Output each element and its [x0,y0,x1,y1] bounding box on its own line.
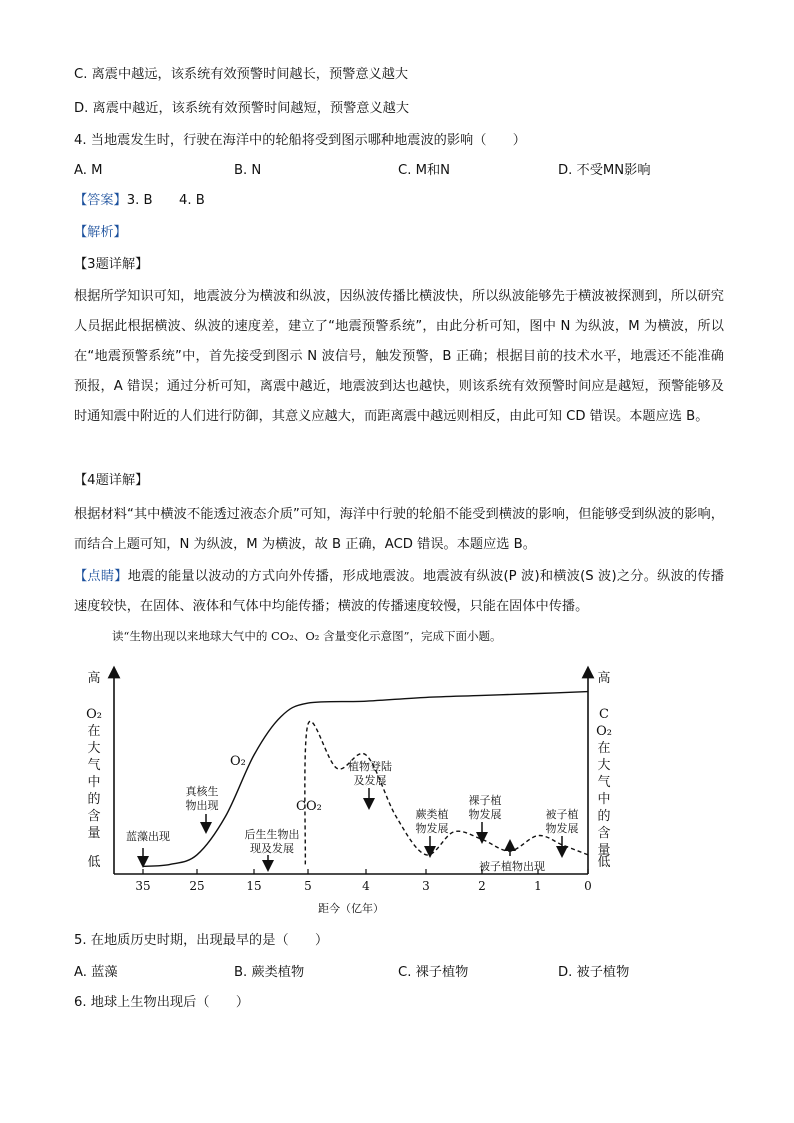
answer-label: 【答案】 [74,193,127,208]
q6-stem: 6. 地球上生物出现后（ ） [74,995,250,1010]
annotation-zhiwu [348,759,392,804]
answer-text: 3. B 4. B [126,193,205,208]
right-axis-low: 低 [597,855,611,870]
q5-option-b: B. 蕨类植物 [234,965,305,980]
x-tick-label-35: 35 [135,879,151,893]
dianjing-text: 地震的能量以波动的方式向外传播，形成地震波。地震波有纵波(P 波)和横波(S 波)之分。纵波的传播速度较快，在固体、液体和气体中均能传播；横波的传播速度较慢，只能在固体中传播。 [74,569,725,614]
dianjing-label: 【点睛】 [74,569,128,584]
q5-stem: 5. 在地质历史时期，出现最早的是（ ） [74,933,329,948]
o2-series-label: O₂ [230,754,246,769]
annotation-lanzao [126,829,170,862]
annotation-zhiwu-text-1: 植物登陆 [348,760,392,773]
atmosphere-chart [80,662,620,918]
q5-option-d: D. 被子植物 [558,965,630,980]
x-tick-label-15: 15 [246,879,262,893]
dianjing-paragraph [74,562,724,622]
annotation-housheng-text-1: 后生生物出 [244,828,300,841]
x-axis-label: 距今（亿年） [318,902,384,915]
co2-series-label: CO₂ [296,799,322,814]
q5-option-a: A. 蓝藻 [74,965,118,980]
annotation-zhenhe-text-2: 物出现 [185,799,219,812]
x-tick-label-25: 25 [189,879,205,893]
x-tick-label-0: 0 [584,879,592,893]
q4-option-d: D. 不受MN影响 [558,163,651,178]
x-tick-label-1: 1 [534,879,542,893]
annotation-luozi-text-2: 物发展 [468,808,502,821]
left-axis-low: 低 [87,855,101,870]
q4-option-a: A. M [74,163,103,178]
annotation-beizi-up-text-2: 物发展 [545,822,579,835]
x-tick-label-3: 3 [422,879,430,893]
co2-series-line [305,721,588,864]
annotation-jue-text-2: 物发展 [415,822,449,835]
detail3-text: 根据所学知识可知，地震波分为横波和纵波，因纵波传播比横波快，所以纵波能够先于横波被探测到，所以研究人员据此根据横波、纵波的速度差，建立了“地震预警系统”，由此分析可知，图中 N 为纵波，M 为横波，所以在“地震预警系统”中，首先接受到图示 N 波信号，触发预警，B 正确；根据目前的技术水平，地震还不能准确预报，A 错误；通过分析可知，离震中越近，地震波到达也越快，则该系统有效预警时间应是越短，预警能够及时通知震中附近的人们进行防御，其意义应越大，而距离震中越远则相反，由此可知 CD 错误。本题应选 B。 [74,289,724,424]
annotation-beizi-down-text: 被子植物出现 [479,860,545,873]
q3-option-c: C. 离震中越远，该系统有效预警时间越长，预警意义越大 [74,67,409,82]
left-axis-label: O₂ 在大气中的含量 [86,707,102,841]
detail3-label: 【3题详解】 [74,257,149,272]
left-axis-high: 高 [87,671,101,686]
annotation-beizi-down [479,845,545,873]
annotation-beizi-up [546,807,579,852]
q3-option-d: D. 离震中越近，该系统有效预警时间越短，预警意义越大 [74,101,410,116]
annotation-housheng-text-2: 现及发展 [250,842,294,855]
annotation-beizi-up-text-1: 被子植 [545,808,579,821]
detail4-label: 【4题详解】 [74,473,149,488]
annotation-zhenhe [186,784,219,828]
q4-option-b: B. N [234,163,262,178]
right-axis-high: 高 [597,671,611,686]
annotation-lanzao-text: 蓝藻出现 [126,830,170,843]
q5-option-c: C. 裸子植物 [398,965,469,980]
figure-caption: 读“生物出现以来地球大气中的 CO₂、O₂ 含量变化示意图”，完成下面小题。 [112,629,502,643]
right-axis-label: C O₂ 在大气中的含量 [596,707,612,858]
detail4-text: 根据材料“其中横波不能透过液态介质”可知，海洋中行驶的轮船不能受到横波的影响，但能够受到纵波的影响，而结合上题可知，N 为纵波，M 为横波，故 B 正确，ACD 错误。本题应选 B。 [74,507,724,552]
annotation-zhenhe-text-1: 真核生 [185,785,219,798]
annotation-zhiwu-text-2: 及发展 [353,774,387,787]
annotation-jue [416,807,449,852]
analysis-label: 【解析】 [74,225,127,240]
annotation-luozi [469,793,502,838]
answer-line [74,192,205,210]
x-tick-label-5: 5 [304,879,312,893]
x-tick-label-4: 4 [362,879,370,893]
q4-stem: 4. 当地震发生时，行驶在海洋中的轮船将受到图示哪种地震波的影响（ ） [74,133,526,148]
x-tick-label-2: 2 [478,879,486,893]
annotation-housheng [245,827,300,866]
annotation-luozi-text-1: 裸子植 [468,794,502,807]
q4-option-c: C. M和N [398,163,451,178]
annotation-jue-text-1: 蕨类植 [415,808,449,821]
